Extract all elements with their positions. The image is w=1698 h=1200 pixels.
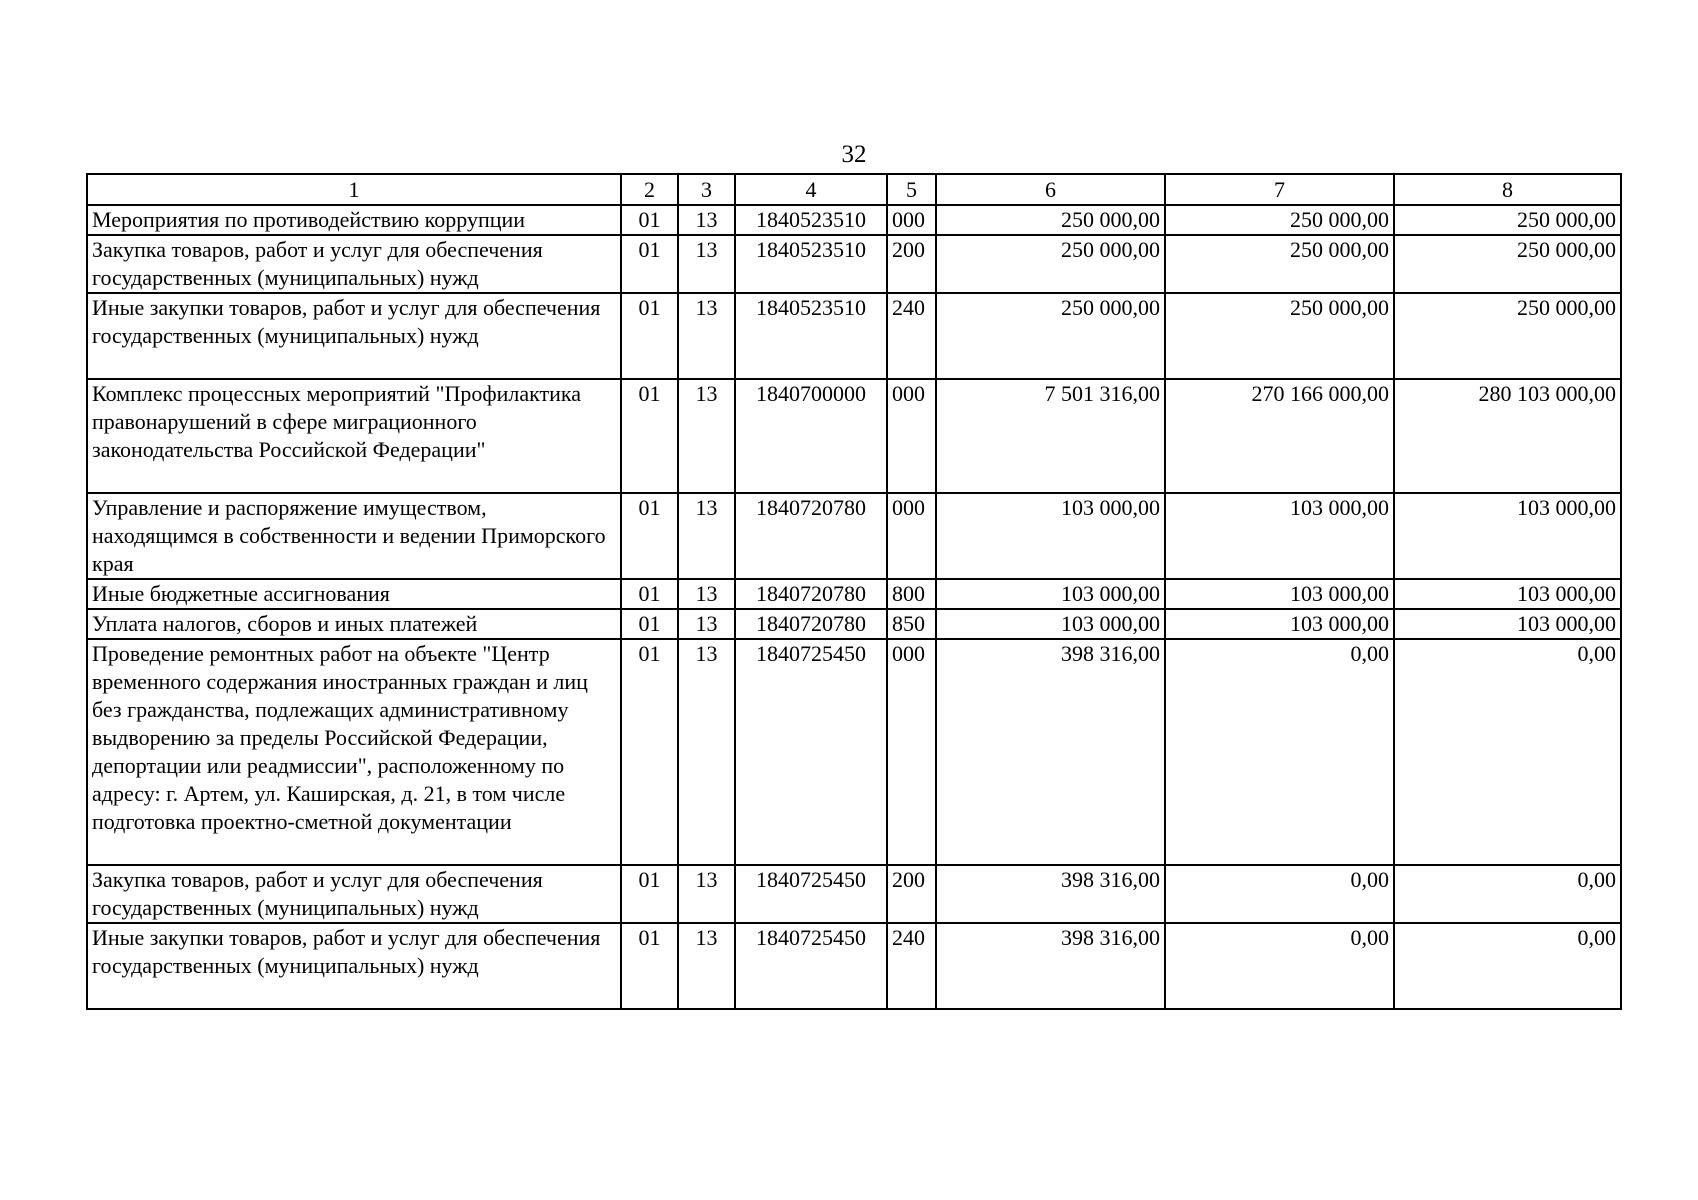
row-target-code: 1840523510 (735, 293, 887, 379)
budget-table (86, 173, 1622, 1010)
row-section: 01 (621, 609, 678, 639)
row-target-code: 1840720780 (735, 493, 887, 579)
row-target-code: 1840725450 (735, 923, 887, 1009)
row-name: Иные закупки товаров, работ и услуг для обеспечения государственных (муниципальных) нужд (87, 923, 621, 1009)
table-header (87, 174, 1621, 205)
header-cell-3: 3 (678, 174, 735, 205)
table-row (87, 923, 1621, 1009)
header-cell-8: 8 (1394, 174, 1621, 205)
header-row (87, 174, 1621, 205)
row-section: 01 (621, 639, 678, 865)
table-body (87, 205, 1621, 1009)
row-expense-type: 000 (887, 639, 936, 865)
table-row (87, 493, 1621, 579)
row-amount-col8: 0,00 (1394, 639, 1621, 865)
row-amount-col6: 7 501 316,00 (936, 379, 1165, 493)
header-cell-1: 1 (87, 174, 621, 205)
row-amount-col7: 250 000,00 (1165, 293, 1394, 379)
row-name: Уплата налогов, сборов и иных платежей (87, 609, 621, 639)
row-subsection: 13 (678, 293, 735, 379)
row-section: 01 (621, 235, 678, 293)
row-target-code: 1840720780 (735, 579, 887, 609)
row-name: Управление и распоряжение имуществом, находящимся в собственности и ведении Приморского края (87, 493, 621, 579)
row-amount-col6: 398 316,00 (936, 639, 1165, 865)
header-cell-6: 6 (936, 174, 1165, 205)
row-amount-col6: 103 000,00 (936, 493, 1165, 579)
row-amount-col6: 103 000,00 (936, 609, 1165, 639)
row-amount-col7: 103 000,00 (1165, 609, 1394, 639)
row-amount-col7: 0,00 (1165, 865, 1394, 923)
header-cell-2: 2 (621, 174, 678, 205)
table-row (87, 293, 1621, 379)
row-amount-col8: 103 000,00 (1394, 579, 1621, 609)
row-amount-col6: 250 000,00 (936, 293, 1165, 379)
row-target-code: 1840720780 (735, 609, 887, 639)
row-amount-col8: 250 000,00 (1394, 293, 1621, 379)
row-name: Иные закупки товаров, работ и услуг для обеспечения государственных (муниципальных) нужд (87, 293, 621, 379)
row-subsection: 13 (678, 379, 735, 493)
row-target-code: 1840700000 (735, 379, 887, 493)
table-row (87, 379, 1621, 493)
row-expense-type: 800 (887, 579, 936, 609)
table-row (87, 205, 1621, 235)
row-amount-col6: 103 000,00 (936, 579, 1165, 609)
row-amount-col7: 270 166 000,00 (1165, 379, 1394, 493)
row-amount-col8: 250 000,00 (1394, 205, 1621, 235)
table-row (87, 639, 1621, 865)
row-expense-type: 200 (887, 865, 936, 923)
row-expense-type: 200 (887, 235, 936, 293)
row-expense-type: 000 (887, 379, 936, 493)
row-amount-col8: 280 103 000,00 (1394, 379, 1621, 493)
row-amount-col7: 250 000,00 (1165, 235, 1394, 293)
header-cell-5: 5 (887, 174, 936, 205)
row-name: Мероприятия по противодействию коррупции (87, 205, 621, 235)
row-amount-col6: 398 316,00 (936, 923, 1165, 1009)
row-section: 01 (621, 493, 678, 579)
header-cell-4: 4 (735, 174, 887, 205)
row-amount-col8: 250 000,00 (1394, 235, 1621, 293)
row-expense-type: 240 (887, 923, 936, 1009)
header-cell-7: 7 (1165, 174, 1394, 205)
row-amount-col7: 0,00 (1165, 923, 1394, 1009)
row-section: 01 (621, 579, 678, 609)
table-row (87, 865, 1621, 923)
row-subsection: 13 (678, 609, 735, 639)
row-amount-col7: 103 000,00 (1165, 493, 1394, 579)
row-subsection: 13 (678, 639, 735, 865)
row-section: 01 (621, 293, 678, 379)
row-name: Закупка товаров, работ и услуг для обеспечения государственных (муниципальных) нужд (87, 235, 621, 293)
row-amount-col6: 250 000,00 (936, 205, 1165, 235)
row-amount-col8: 103 000,00 (1394, 493, 1621, 579)
row-expense-type: 240 (887, 293, 936, 379)
row-amount-col8: 103 000,00 (1394, 609, 1621, 639)
page-number: 32 (841, 141, 867, 168)
row-name: Закупка товаров, работ и услуг для обеспечения государственных (муниципальных) нужд (87, 865, 621, 923)
row-target-code: 1840725450 (735, 865, 887, 923)
row-section: 01 (621, 865, 678, 923)
row-subsection: 13 (678, 923, 735, 1009)
row-subsection: 13 (678, 235, 735, 293)
row-section: 01 (621, 923, 678, 1009)
row-target-code: 1840523510 (735, 205, 887, 235)
row-amount-col8: 0,00 (1394, 923, 1621, 1009)
row-subsection: 13 (678, 579, 735, 609)
row-expense-type: 000 (887, 493, 936, 579)
row-amount-col6: 398 316,00 (936, 865, 1165, 923)
row-target-code: 1840725450 (735, 639, 887, 865)
row-name: Проведение ремонтных работ на объекте "Центр временного содержания иностранных граждан и лиц без гражданства, подлежащих административному выдворению за пределы Российской Федерации, депортации или реадмиссии", расположенному по адресу: г. Артем, ул. Каширская, д. 21, в том числе подготовка проектно-сметной документации (87, 639, 621, 865)
table-row (87, 609, 1621, 639)
table-row (87, 235, 1621, 293)
row-expense-type: 850 (887, 609, 936, 639)
row-subsection: 13 (678, 493, 735, 579)
row-target-code: 1840523510 (735, 235, 887, 293)
row-amount-col7: 250 000,00 (1165, 205, 1394, 235)
row-section: 01 (621, 379, 678, 493)
row-amount-col7: 0,00 (1165, 639, 1394, 865)
row-subsection: 13 (678, 205, 735, 235)
row-amount-col8: 0,00 (1394, 865, 1621, 923)
row-amount-col6: 250 000,00 (936, 235, 1165, 293)
row-amount-col7: 103 000,00 (1165, 579, 1394, 609)
row-expense-type: 000 (887, 205, 936, 235)
row-subsection: 13 (678, 865, 735, 923)
table-row (87, 579, 1621, 609)
row-name: Комплекс процессных мероприятий "Профилактика правонарушений в сфере миграционного законодательства Российской Федерации" (87, 379, 621, 493)
row-section: 01 (621, 205, 678, 235)
row-name: Иные бюджетные ассигнования (87, 579, 621, 609)
